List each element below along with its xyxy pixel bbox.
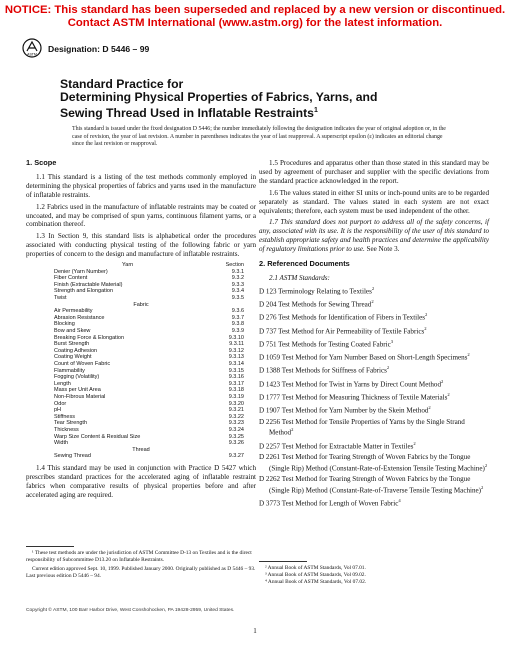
footnote-rule [259, 561, 307, 562]
reference-footnote-mark: 2 [386, 365, 390, 371]
table-cell-section: 9.3.6 [231, 308, 244, 315]
table-cell-section: 9.3.20 [228, 400, 244, 407]
reference-item: D 1907 Test Method for Yarn Number by the Skein Method$^2$ [259, 405, 431, 415]
title-line-2: Determining Physical Properties of Fabrics, Yarns, and [60, 90, 378, 105]
reference-footnote-mark: 2 [484, 462, 488, 468]
para-1-7 [259, 218, 489, 254]
table-cell-section: 9.3.23 [228, 420, 244, 427]
reference-footnote-mark: 2 [424, 325, 427, 331]
reference-item: D 1059 Test Method for Yarn Number Based on Short-Length Specimens$^2$ [259, 352, 470, 362]
table-cell-property: Air Permeability [54, 308, 93, 315]
notice-line-2: Contact ASTM International (www.astm.org) for the latest information. [67, 17, 443, 29]
table-cell-section: 9.3.7 [231, 314, 244, 321]
table-row [26, 282, 256, 289]
designation: Designation: D 5446 – 99 [48, 44, 150, 54]
table-group-thread: Thread [132, 446, 150, 453]
table-row [26, 288, 256, 295]
table-cell-section: 9.3.1 [231, 268, 244, 275]
title-line-1: Standard Practice for [60, 77, 184, 91]
para-1-4: 1.4 This standard may be used in conjunction with Practice D 5427 which prescribes standard practices for the accelerated aging of inflatable restraint fabrics when comparative results of physical properties before and after accelerated aging are required. [26, 463, 256, 499]
table-row [26, 348, 256, 355]
table-cell-section: 9.3.10 [228, 334, 244, 341]
table-cell-section: 9.3.8 [231, 321, 244, 328]
table-row [26, 401, 256, 408]
table-cell-property: Fogging (Volatility) [54, 374, 100, 381]
table-cell-section: 9.3.17 [228, 380, 244, 387]
table-cell-section: 9.3.24 [228, 426, 244, 433]
table-row [26, 315, 256, 322]
table-cell-section: 9.3.5 [231, 295, 244, 302]
reference-item: D 2257 Test Method for Extractable Matter in Textiles$^2$ [259, 440, 416, 451]
table-cell-property: Twist [54, 295, 67, 302]
page-number: 1 [253, 627, 257, 635]
supersede-notice [0, 4, 510, 30]
table-row [26, 414, 256, 421]
table-cell-property: Thickness [54, 426, 79, 433]
para-1-3: 1.3 In Section 9, this standard lists is alphabetical order the procedures associated with conducting physical testing of the following fabric or yarn properties of concern to the design and manufacture of inflatable restraints. [26, 232, 256, 259]
astm-standards-subheading: 2.1 ASTM Standards: [269, 273, 330, 282]
table-cell-section: 9.3.25 [228, 433, 244, 440]
title-line-3: Sewing Thread Used in Inflatable Restraints$^1$ [60, 106, 318, 121]
reference-item: D 1777 Test Method for Measuring Thickness of Textile Materials$^2$ [259, 392, 450, 402]
table-cell-property: Tear Strength [54, 420, 88, 427]
right-column [259, 159, 489, 511]
table-row [26, 420, 256, 427]
table-cell-property: Breaking Force & Elongation [54, 334, 125, 341]
scope-heading: 1. Scope [26, 158, 57, 167]
table-cell-section: 9.3.11 [229, 341, 244, 348]
table-cell-property: Count of Woven Fabric [54, 360, 111, 367]
table-row [26, 275, 256, 282]
para-1-6: 1.6 The values stated in either SI units or inch-pound units are to be regarded separately as standard. The values stated in each system are not exact equivalents; therefore, each system must be used independent of the other. [259, 188, 489, 215]
reference-footnote-mark: 2 [428, 405, 431, 411]
table-row [26, 453, 256, 460]
table-cell-property: Blocking [54, 321, 75, 328]
table-cell-property: Bow and Skew [54, 328, 91, 334]
table-cell-section: 9.3.16 [228, 374, 244, 381]
table-row [26, 361, 256, 368]
reference-footnote-mark: 2 [467, 352, 470, 358]
table-header [26, 262, 256, 269]
reference-footnote-mark: 4 [398, 498, 401, 504]
table-cell-section: 9.3.4 [231, 288, 244, 295]
reference-footnote-mark: 2 [441, 378, 444, 384]
table-cell-section: 9.3.3 [231, 281, 244, 288]
astm-logo-icon [22, 38, 42, 58]
table-cell-property: Coating Adhesion [54, 347, 98, 354]
table-cell-property: Length [54, 380, 71, 387]
table-row [26, 387, 256, 394]
table-cell-section: 9.3.19 [228, 393, 244, 400]
left-column [26, 159, 256, 503]
table-cell-section: 9.3.22 [228, 413, 244, 420]
table-cell-property: Width [54, 440, 69, 447]
reference-item: D 737 Test Method for Air Permeability of Textile Fabrics$^2$ [259, 325, 427, 336]
reference-footnote-mark: 3 [390, 338, 394, 344]
safety-caveat: 1.7 This standard does not purport to address all of the safety concerns, if any, associated with its use. It is the responsibility of the user of this standard to establish appropriate safety and health practices and determine the applicability of regulatory limitations prior to use. [259, 218, 489, 254]
table-row [26, 341, 256, 348]
table-row [26, 269, 256, 276]
standard-note: This standard is issued under the fixed designation D 5446; the number immediately following the designation indicates the year of original adoption or, in the case of revision, the year of last revision. A number in parentheses indicates the year of last reapproval. A superscript epsilon (ε) indicates an editorial change since the last revision or reapproval. [72, 126, 446, 148]
table-row [26, 381, 256, 388]
reference-item: D 1388 Test Methods for Stiffness of Fabrics$^2$ [259, 365, 390, 375]
reference-item: D 276 Test Methods for Identification of Fibers in Textiles$^2$ [259, 312, 428, 322]
para-1-1: 1.1 This standard is a listing of the test methods commonly employed in determining the physical properties of fabrics and yarns used in the manufacture of inflatable restraints. [26, 172, 256, 199]
table-cell-section: 9.3.21 [228, 407, 244, 414]
table-cell-section: 9.3.14 [228, 360, 244, 367]
footnotes-left [26, 546, 256, 582]
table-cell-section: 9.3.2 [231, 275, 244, 282]
reference-item: D 1423 Test Method for Twist in Yarns by Direct Count Method$^2$ [259, 378, 444, 389]
table-cell-section: 9.3.18 [228, 387, 244, 394]
table-cell-property: Flammability [54, 367, 85, 374]
table-cell-section: 9.3.12 [228, 347, 244, 354]
table-cell-property: Denier (Yarn Number) [54, 268, 108, 275]
title-footnote-mark: 1 [313, 107, 318, 115]
svg-text:ASTM: ASTM [27, 52, 37, 57]
table-row [26, 295, 256, 302]
reference-item: D 751 Test Methods for Testing Coated Fabric$^3$ [259, 338, 394, 349]
reference-item: D 204 Test Methods for Sewing Thread$^2$ [259, 299, 374, 309]
reference-item: D 123 Terminology Relating to Textiles$^2$ [259, 285, 375, 296]
footnotes-right [259, 561, 489, 586]
see-note-3: See Note 3. [364, 245, 400, 254]
table-col-property: Yarn [122, 262, 134, 269]
table-cell-section: 9.3.27 [228, 453, 244, 460]
reference-list [259, 285, 489, 509]
reference-footnote-mark: 2 [413, 440, 416, 446]
para-1-2: 1.2 Fabrics used in the manufacture of inflatable restraints may be coated or uncoated, and may be comprised of spun yarns, continuous filament yarns, or a combination thereof. [26, 202, 256, 229]
reference-footnote-mark: 2 [371, 299, 374, 305]
footnote-rule [26, 546, 74, 547]
table-row [26, 335, 256, 342]
copyright-line: Copyright © ASTM, 100 Barr Harbor Drive, West Conshohocken, PA 19428-2959, United States. [26, 608, 235, 613]
table-cell-property: Sewing Thread [54, 453, 91, 460]
table-row [26, 407, 256, 414]
table-cell-section: 9.3.9 [231, 328, 244, 334]
reference-footnote-mark: 2 [425, 312, 428, 318]
table-cell-property: Burst Strength [54, 341, 90, 348]
table-row [26, 308, 256, 315]
reference-footnote-mark: 2 [291, 427, 294, 433]
table-group-fabric: Fabric [133, 301, 149, 308]
reference-footnote-mark: 2 [481, 485, 484, 491]
document-title [60, 78, 420, 121]
notice-line-1: NOTICE: This standard has been superseded and replaced by a new version or discontinued. [4, 4, 506, 16]
reference-item: D 2256 Test Method for Tensile Properties of Yarns by the Single Strand Method$^2$ [259, 417, 465, 437]
reference-item: D 2262 Test Method for Tearing Strength of Woven Fabrics by the Tongue (Single Rip) Method (Constant-Rate-of-Traverse Tensile Testing Machine)$^2$ [259, 475, 484, 495]
reference-footnote-mark: 2 [447, 392, 450, 397]
table-cell-property: Abrasion Resistance [54, 314, 105, 321]
table-cell-property: Coating Weight [54, 354, 92, 361]
table-cell-property: Odor [54, 400, 67, 407]
footnote-item: ² Annual Book of ASTM Standards, Vol 07.01. [265, 565, 366, 571]
footnote-item: ³ Annual Book of ASTM Standards, Vol 09.02. [265, 571, 366, 578]
table-cell-property: Non-Fibrous Material [54, 393, 106, 400]
table-cell-section: 9.3.13 [228, 354, 244, 361]
table-row [26, 354, 256, 361]
table-cell-property: Fiber Content [54, 275, 88, 282]
reference-item: D 3773 Test Method for Length of Woven Fabric$^4$ [259, 498, 401, 508]
table-cell-property: Finish (Extractable Material) [54, 281, 123, 288]
table-row [26, 374, 256, 381]
reference-item: D 2261 Test Method for Tearing Strength of Woven Fabrics by the Tongue (Single Rip) Method (Constant-Rate-of-Extension Tensile Testing Machine)$^2$ [259, 452, 488, 473]
table-cell-property: Strength and Elongation [54, 288, 114, 295]
table-cell-property: pH [54, 407, 62, 414]
reference-footnote-mark: 2 [371, 285, 375, 291]
table-cell-property: Mass per Unit Area [54, 387, 101, 394]
property-table [26, 262, 256, 460]
table-row [26, 440, 256, 447]
table-cell-section: 9.3.15 [228, 367, 244, 374]
footnote-item: ⁴ Annual Book of ASTM Standards, Vol 07.02. [265, 578, 367, 585]
referenced-documents-heading: 2. Referenced Documents [259, 259, 350, 269]
table-cell-section: 9.3.26 [228, 440, 244, 447]
table-row [26, 394, 256, 401]
table-row [26, 427, 256, 434]
table-cell-property: Warp Size Content & Residual Size [54, 433, 141, 440]
table-row [26, 368, 256, 375]
footnote-1: ¹ These test methods are under the jurisdiction of ASTM Committee D-13 on Textiles and is the direct responsibility of Subcommittee D13.20 on Inflatable Restraints. [26, 550, 252, 563]
para-1-5: 1.5 Procedures and apparatus other than those stated in this standard may be used by agreement of purchaser and supplier with the specific deviations from the standard practice acknowledged in the report. [259, 159, 489, 185]
table-col-section: Section [225, 262, 244, 269]
table-row [26, 434, 256, 441]
table-row [26, 321, 256, 328]
table-row [26, 328, 256, 335]
table-cell-property: Stiffness [54, 413, 75, 420]
footnote-1-edition: Current edition approved Sept. 10, 1999. Published January 2000. Originally published as D 5446 – 93. Last previous edition D 5446 – 94. [26, 565, 256, 579]
